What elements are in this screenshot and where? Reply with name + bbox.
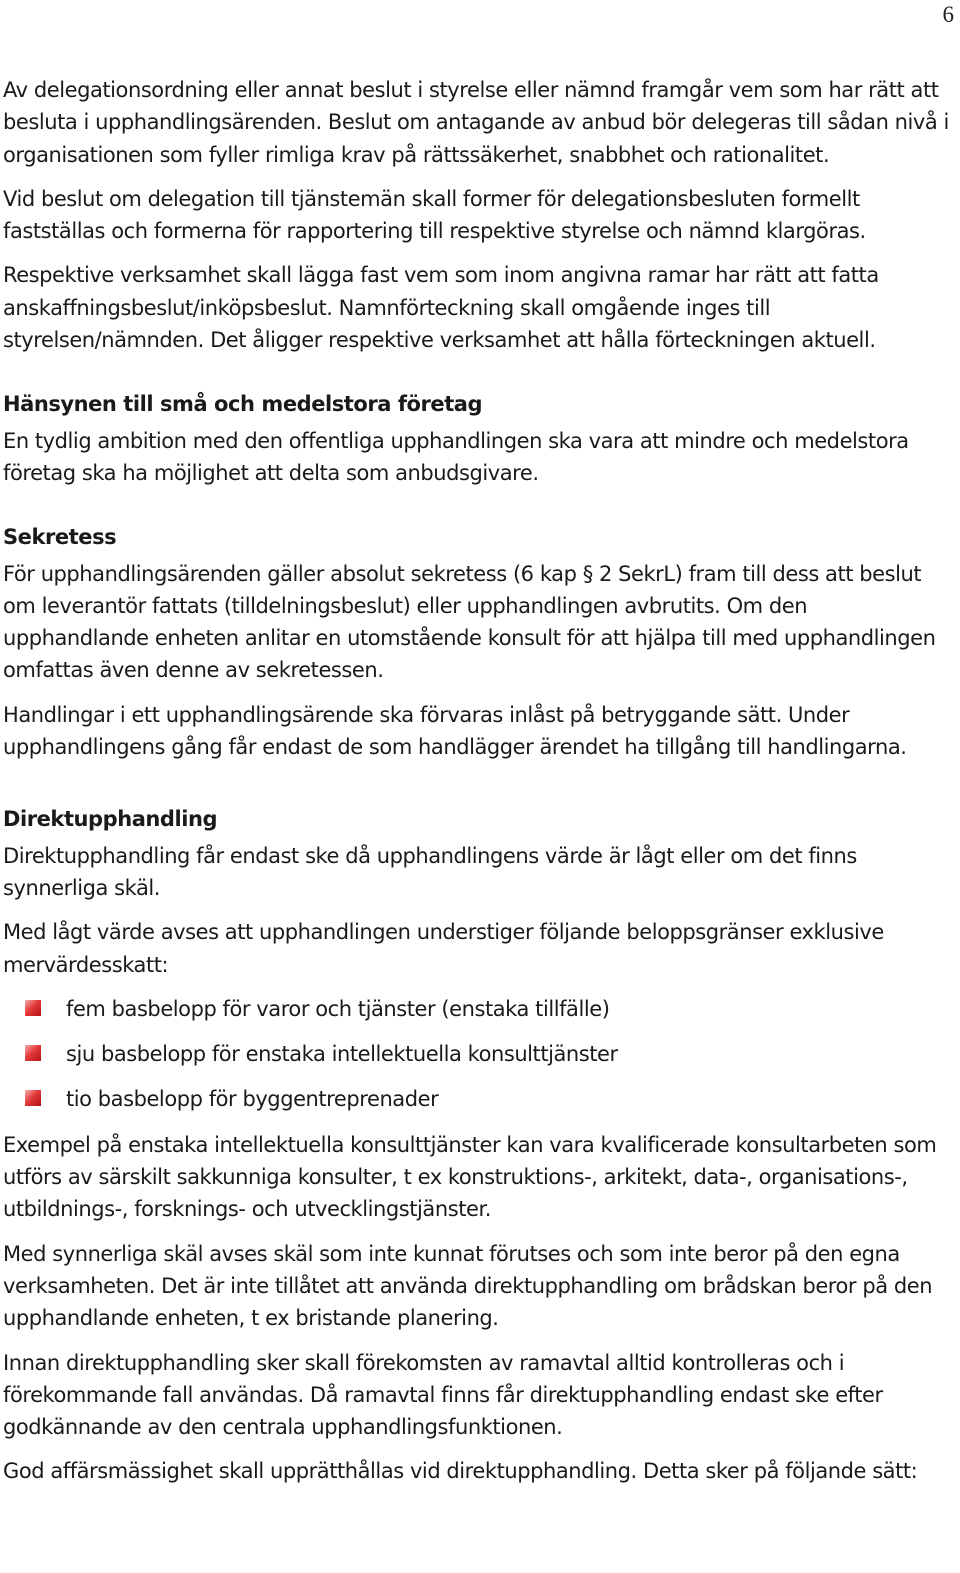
paragraph-direct-4: Med synnerliga skäl avses skäl som inte kunnat förutses och som inte beror på den egna verksamheten. Det är inte tillåtet att använda direktupphandling om brådskan beror på den upphandlande enheten, t ex bristande planering. xyxy=(3,1241,933,1331)
list-item xyxy=(3,1038,955,1070)
bullet-square-icon xyxy=(25,1090,41,1106)
list-item-text: sju basbelopp för enstaka intellektuella konsulttjänster xyxy=(66,1042,618,1067)
bullet-square-icon xyxy=(25,1000,41,1016)
list-item xyxy=(3,1083,955,1115)
paragraph-direct-2: Med lågt värde avses att upphandlingen understiger följande beloppsgränser exklusive mervärdesskatt: xyxy=(3,920,884,977)
paragraph-direct-5: Innan direktupphandling sker skall förekomsten av ramavtal alltid kontrolleras och i förekommande fall användas. Då ramavtal finns får direktupphandling endast ske efter godkännande av den centrala upphandlingsfunktionen. xyxy=(3,1350,883,1440)
heading-direct-procurement: Direktupphandling xyxy=(3,807,218,832)
paragraph-secrecy-1: För upphandlingsärenden gäller absolut sekretess (6 kap § 2 SekrL) fram till dess att beslut om leverantör fattats (tilldelningsbeslut) eller upphandlingen avbrutits. Om den upphandlande enheten anlitar en utomstående konsult för att hjälpa till med upphandlingen omfattas även denne av sekretessen. xyxy=(3,561,936,683)
paragraph-procurement-authority: Respektive verksamhet skall lägga fast vem som inom angivna ramar har rätt att fatta anskaffningsbeslut/inköpsbeslut. Namnförteckning skall omgående inges till styrelsen/nämnden. Det åligger respektive verksamhet att hålla förteckningen aktuell. xyxy=(3,263,879,353)
bullet-square-icon xyxy=(25,1045,41,1061)
list-item-text: fem basbelopp för varor och tjänster (enstaka tillfälle) xyxy=(66,996,610,1021)
threshold-list xyxy=(3,993,955,1116)
list-item-text: tio basbelopp för byggentreprenader xyxy=(66,1087,439,1112)
paragraph-delegation-order: Av delegationsordning eller annat beslut i styrelse eller nämnd framgår vem som har rätt att besluta i upphandlingsärenden. Beslut om antagande av anbud bör delegeras till sådan nivå i organisationen som fyller rimliga krav på rättssäkerhet, snabbhet och rationalitet. xyxy=(3,78,949,167)
heading-secrecy: Sekretess xyxy=(3,525,117,550)
heading-smes: Hänsynen till små och medelstora företag xyxy=(3,392,483,417)
page-number: 6 xyxy=(942,2,954,27)
document-body xyxy=(3,74,955,1500)
paragraph-direct-6: God affärsmässighet skall upprätthållas vid direktupphandling. Detta sker på följande sätt: xyxy=(3,1459,918,1484)
paragraph-secrecy-2: Handlingar i ett upphandlingsärende ska förvaras inlåst på betryggande sätt. Under upphandlingens gång får endast de som handlägger ärendet ha tillgång till handlingarna. xyxy=(3,702,907,760)
paragraph-direct-1: Direktupphandling får endast ske då upphandlingens värde är lågt eller om det finns synnerliga skäl. xyxy=(3,843,857,900)
paragraph-delegation-officials: Vid beslut om delegation till tjänstemän skall former för delegationsbesluten formellt fastställas och formerna för rapportering till respektive styrelse och nämnd klargöras. xyxy=(3,186,866,244)
paragraph-direct-3: Exempel på enstaka intellektuella konsulttjänster kan vara kvalificerade konsultarbeten som utförs av särskilt sakkunniga konsulter, t ex konstruktions-, arkitekt, data-, organisations-, utbildnings-, forsknings- och utvecklingstjänster. xyxy=(3,1132,937,1222)
list-item xyxy=(3,993,955,1025)
paragraph-smes: En tydlig ambition med den offentliga upphandlingen ska vara att mindre och medelstora företag ska ha möjlighet att delta som anbudsgivare. xyxy=(3,428,909,485)
